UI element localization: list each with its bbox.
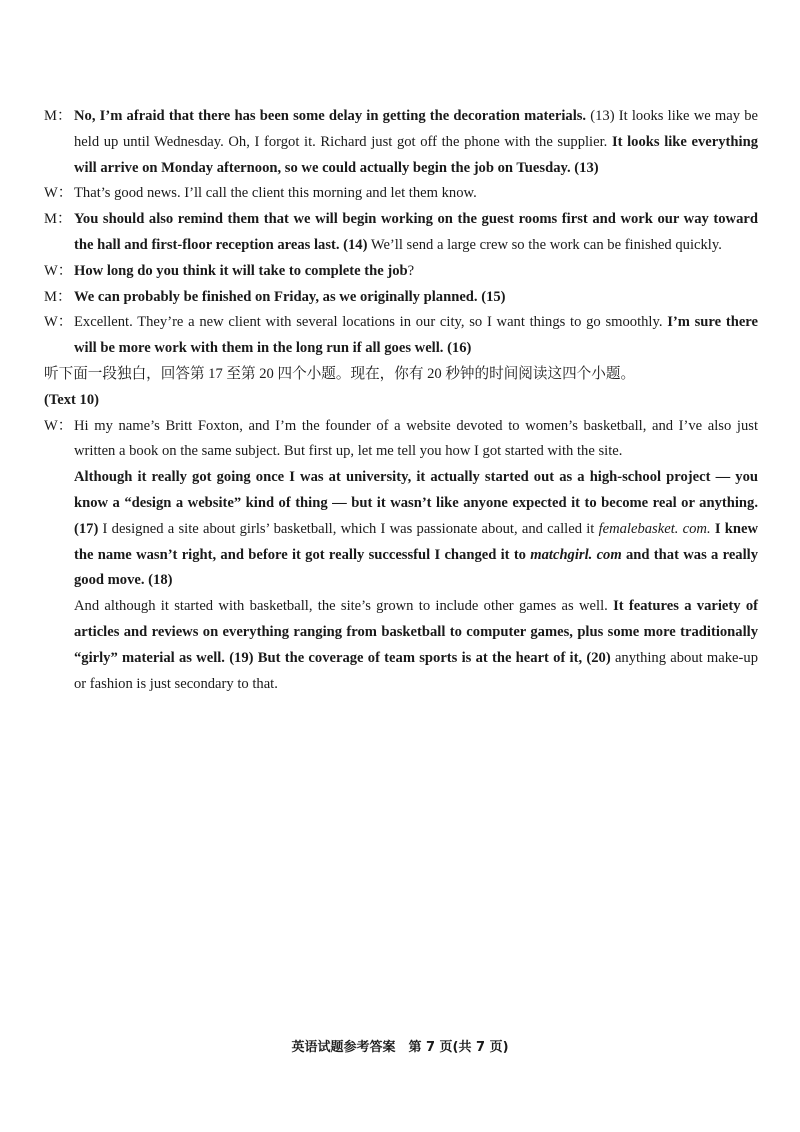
text-segment: Hi my name’s Britt Foxton, and I’m the founder of a website devoted to women’s basketball, and I’ve also just written a book on the same subject. But first up, let me tell you how I got started with the site. bbox=[74, 417, 758, 460]
dialogue-line-m3 bbox=[44, 285, 758, 311]
text-segment: anything about make-up or fashion is just secondary to that. bbox=[74, 649, 758, 692]
text-segment: (13) It looks like we may be held up until Wednesday. Oh, I forgot it. Richard just got off the phone with the supplier. bbox=[74, 108, 758, 150]
text-segment: matchgirl. com bbox=[530, 546, 622, 563]
text-segment: It features a variety of articles and reviews on everything ranging from basketball to computer games, plus some more traditionally “girly” material as well. (19) But the coverage of team sports is at the heart of it, (20) bbox=[74, 598, 759, 666]
speaker-label: M： bbox=[44, 108, 72, 124]
text-segment: ? bbox=[407, 262, 415, 279]
dialogue-line-w2 bbox=[44, 259, 758, 285]
dialogue-line-w3 bbox=[44, 310, 758, 362]
speaker-label: W： bbox=[44, 314, 73, 331]
speaker-label: W： bbox=[44, 262, 73, 279]
speaker-label: M： bbox=[44, 288, 72, 305]
dialogue-line-m2 bbox=[44, 207, 758, 259]
speaker-label: M： bbox=[44, 211, 72, 228]
dialogue-line-w1 bbox=[44, 181, 758, 207]
text-segment: Although it really got going once I was at university, it actually started out as a high-school project — you know a “design a website” kind of thing — but it wasn’t like anyone expected it to become real or anything. (17) bbox=[74, 469, 758, 537]
text-segment: femalebasket. com. bbox=[598, 520, 711, 537]
text-segment: It looks like everything will arrive on Monday afternoon, so we could actually begin the job on Tuesday. (13) bbox=[74, 133, 758, 176]
text-segment: We’ll send a large crew so the work can be finished quickly. bbox=[367, 236, 722, 253]
monologue-paragraph-1 bbox=[44, 414, 758, 466]
text-label: (Text 10) bbox=[44, 391, 99, 408]
text-segment: and that was a really good move. (18) bbox=[74, 546, 758, 589]
text-segment: I’m sure there will be more work with them in the long run if all goes well. (16) bbox=[74, 314, 758, 357]
text-segment: Excellent. They’re a new client with several locations in our city, so I want things to go smoothly. bbox=[74, 314, 668, 331]
listening-instruction: 听下面一段独白，回答第 17 至第 20 四个小题。现在，你有 20 秒钟的时间阅读这四个小题。 bbox=[44, 365, 636, 382]
page-footer: 英语试题参考答案 第 7 页(共 7 页) bbox=[291, 1040, 509, 1055]
text-segment: I designed a site about girls’ basketball, which I was passionate about, and called it bbox=[98, 520, 599, 537]
text-segment: We can probably be finished on Friday, as we originally planned. (15) bbox=[74, 288, 506, 305]
speaker-label: W： bbox=[44, 185, 73, 202]
text-segment: And although it started with basketball, the site’s grown to include other games as well. bbox=[74, 598, 614, 615]
text-segment: I knew the name wasn’t right, and before it got really successful I changed it to bbox=[74, 520, 758, 563]
answer-key-content bbox=[44, 104, 758, 697]
text-segment: That’s good news. I’ll call the client this morning and let them know. bbox=[74, 185, 477, 202]
text-segment: No, I’m afraid that there has been some delay in getting the decoration materials. bbox=[74, 108, 587, 124]
speaker-label: W： bbox=[44, 417, 73, 434]
text-segment: You should also remind them that we will begin working on the guest rooms first and work our way toward the hall and first-floor reception areas last. (14) bbox=[74, 211, 758, 253]
monologue-paragraph-3 bbox=[44, 594, 758, 697]
text-segment: How long do you think it will take to complete the job bbox=[74, 262, 408, 279]
dialogue-line-m1 bbox=[44, 104, 758, 181]
monologue-paragraph-2 bbox=[44, 465, 758, 594]
